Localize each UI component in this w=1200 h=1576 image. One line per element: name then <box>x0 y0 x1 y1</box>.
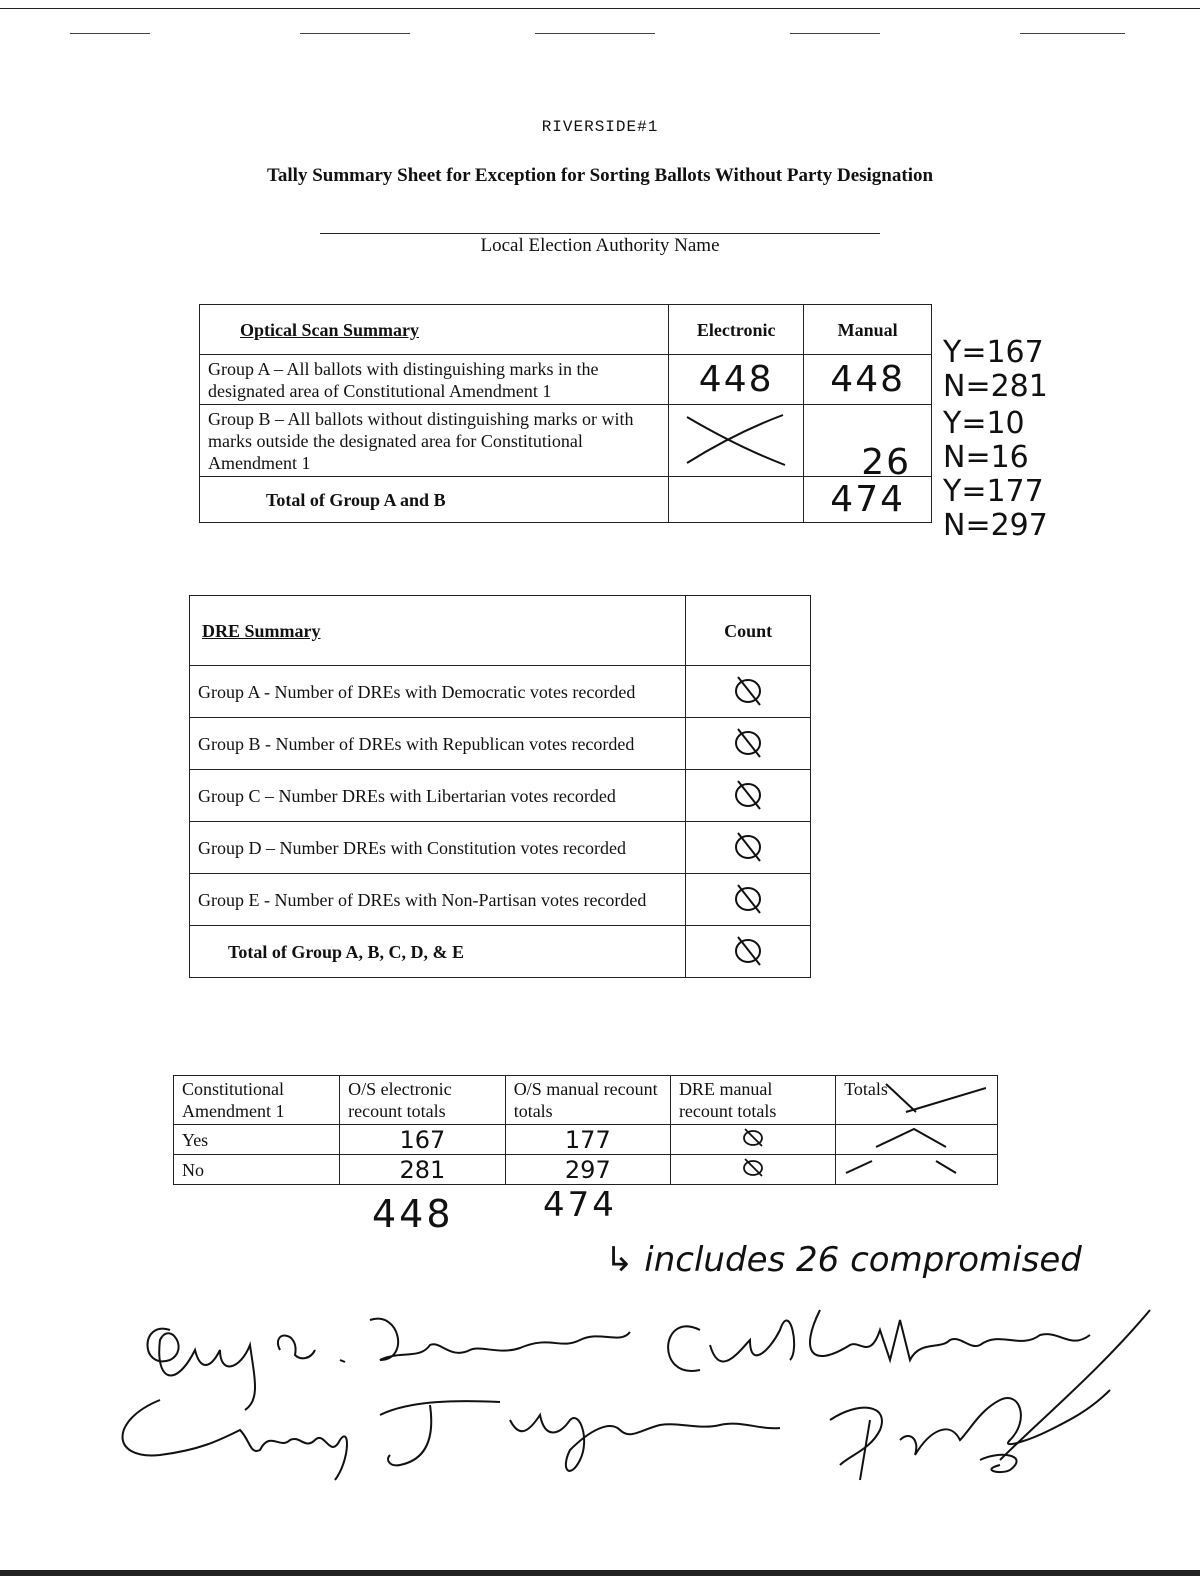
arrow-icon: ↳ <box>605 1240 645 1280</box>
col-dre-manual: DRE manual recount totals <box>670 1076 835 1125</box>
x-mark-icon <box>836 1125 986 1149</box>
table-row <box>190 926 811 978</box>
zero-slash-icon <box>730 671 766 707</box>
col-os-manual: O/S manual recount totals <box>505 1076 670 1125</box>
x-mark-icon <box>836 1155 986 1179</box>
zero-slash-icon <box>730 879 766 915</box>
sheet-title: Tally Summary Sheet for Exception for Sorting Ballots Without Party Designation <box>266 165 934 186</box>
zero-slash-icon <box>738 1157 768 1177</box>
col-electronic: Electronic <box>669 305 804 355</box>
table-row <box>174 1155 998 1185</box>
zero-count <box>686 666 811 718</box>
col-manual: Manual <box>804 305 932 355</box>
row-label: No <box>174 1155 340 1185</box>
table-row <box>190 874 811 926</box>
zero-count <box>686 770 811 822</box>
table-row <box>200 477 932 523</box>
zero-count <box>670 1155 835 1185</box>
hw-sum-manual: 474 <box>543 1185 617 1225</box>
row-label: Group A - Number of DREs with Democratic votes recorded <box>190 666 686 718</box>
x-mark-icon <box>681 407 791 469</box>
cross-mark <box>669 405 804 477</box>
signatures <box>100 1290 1170 1510</box>
signature-3 <box>123 1400 781 1480</box>
row-label: Group B – All ballots without distinguishing marks or with marks outside the designated area for Constitutional Amendment 1 <box>200 405 669 477</box>
optical-scan-heading: Optical Scan Summary <box>200 305 669 355</box>
authority-name-label: Local Election Authority Name <box>480 235 720 256</box>
col-amendment: Constitutional Amendment 1 <box>174 1076 340 1125</box>
signature-4 <box>830 1390 1110 1480</box>
scan-edge <box>0 1570 1200 1576</box>
table-row <box>200 405 932 477</box>
hw-manual-total: 474 <box>804 477 932 523</box>
totals-header: Totals <box>844 1079 888 1099</box>
col-os-electronic: O/S electronic recount totals <box>340 1076 506 1125</box>
dre-table <box>189 595 811 978</box>
scan-artifact <box>790 33 880 34</box>
table-row <box>190 822 811 874</box>
totals-cell <box>836 1155 998 1185</box>
empty-cell <box>669 477 804 523</box>
scan-artifact <box>70 33 150 34</box>
hw-sum-electronic: 448 <box>372 1192 454 1236</box>
margin-note: N=281 <box>943 369 1048 404</box>
dre-heading: DRE Summary <box>190 596 686 666</box>
hw-note-text: includes 26 compromised <box>644 1240 1082 1280</box>
hw-yes-manual: 177 <box>505 1125 670 1155</box>
scan-artifact <box>1020 33 1125 34</box>
margin-note: Y=167 <box>943 335 1044 370</box>
zero-slash-icon <box>730 775 766 811</box>
sheet-code: RIVERSIDE#1 <box>541 118 659 136</box>
x-mark-icon <box>836 1076 986 1120</box>
row-label: Group E - Number of DREs with Non-Partisan votes recorded <box>190 874 686 926</box>
margin-note: Y=10 <box>943 406 1025 441</box>
table-row <box>200 355 932 405</box>
top-rule <box>0 8 1200 9</box>
margin-note: N=297 <box>943 508 1048 543</box>
zero-slash-icon <box>730 827 766 863</box>
table-row <box>190 718 811 770</box>
zero-count <box>670 1125 835 1155</box>
zero-slash-icon <box>730 931 766 967</box>
hw-note <box>605 1240 1082 1280</box>
margin-note: Y=177 <box>943 474 1044 509</box>
optical-scan-table <box>199 304 932 523</box>
zero-count <box>686 874 811 926</box>
dre-total-label: Total of Group A, B, C, D, & E <box>190 926 686 978</box>
row-label: Yes <box>174 1125 340 1155</box>
table-row <box>174 1125 998 1155</box>
scan-artifact <box>300 33 410 34</box>
signature-1 <box>148 1319 631 1410</box>
hw-manual-b: 26 <box>804 405 932 477</box>
signature-2 <box>668 1310 1150 1460</box>
total-label: Total of Group A and B <box>200 477 669 523</box>
authority-name-line <box>320 233 880 234</box>
hw-no-electronic: 281 <box>340 1155 506 1185</box>
row-label: Group C – Number DREs with Libertarian votes recorded <box>190 770 686 822</box>
zero-count <box>686 926 811 978</box>
table-row <box>190 770 811 822</box>
margin-notes <box>943 336 1048 543</box>
zero-slash-icon <box>738 1127 768 1147</box>
zero-count <box>686 822 811 874</box>
totals-cell <box>836 1125 998 1155</box>
zero-count <box>686 718 811 770</box>
scan-artifact <box>535 33 655 34</box>
zero-slash-icon <box>730 723 766 759</box>
hw-electronic-a: 448 <box>669 355 804 405</box>
col-totals <box>836 1076 998 1125</box>
table-row <box>190 666 811 718</box>
row-label: Group A – All ballots with distinguishing marks in the designated area of Constitutional Amendment 1 <box>200 355 669 405</box>
hw-manual-a: 448 <box>804 355 932 405</box>
hw-no-manual: 297 <box>505 1155 670 1185</box>
hw-yes-electronic: 167 <box>340 1125 506 1155</box>
col-count: Count <box>686 596 811 666</box>
row-label: Group D – Number DREs with Constitution votes recorded <box>190 822 686 874</box>
row-label: Group B - Number of DREs with Republican votes recorded <box>190 718 686 770</box>
margin-note: N=16 <box>943 440 1029 475</box>
amendment-table <box>173 1075 998 1185</box>
